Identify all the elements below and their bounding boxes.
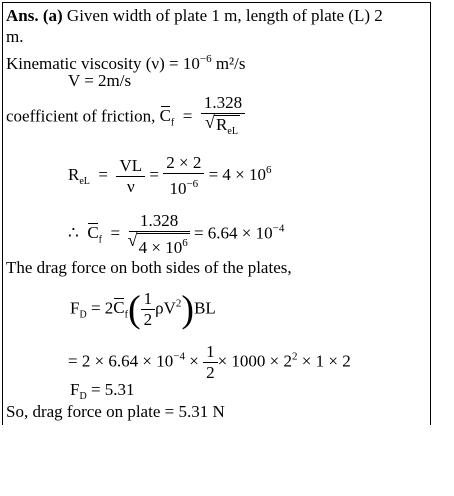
drag-force-value: $F_D = 5.31$ (70, 380, 135, 402)
velocity-line: V = 2m/s (68, 71, 132, 90)
final-answer: So, drag force on plate = 5.31 N (6, 402, 225, 421)
drag-force-substitution: = $2 \times 6.64 \times 10^{-4}$ × $\frac{1}{2}$ × $1000 \times 2^2 \times 1 \times 2$ (68, 342, 351, 382)
kinematic-viscosity-line: Kinematic viscosity $(\nu) = 10^{-6}$ m²/s (6, 53, 246, 73)
drag-force-formula: $F_D = 2C_f$( $\frac{1}{2}$ $\rho V^2)BL$ (70, 288, 216, 331)
given-text-cont: m. (6, 27, 24, 46)
given-text: Given width of plate 1 m, length of plate (L) 2 (66, 6, 383, 25)
friction-coefficient-line: coefficient of friction, $C_f$ = 1.328 √ $R_{eL}$ (6, 94, 245, 141)
drag-force-heading: The drag force on both sides of the plates, (6, 258, 292, 277)
cf-result-line: ∴ $C_f$ = 1.328 √ $4 \times 10^6$ = $6.64 \times 10^{-4}$ (68, 212, 284, 257)
answer-label: Ans. (a) (6, 6, 63, 25)
friction-fraction: 1.328 √ $R_{eL}$ (201, 94, 245, 141)
answer-header-line (6, 6, 383, 26)
reynolds-line: $R_{eL}$ = $\frac{VL}{\nu}$ = $\frac{2 \times 2}{10^{-6}}$ = $4 \times 10^6$ (68, 153, 272, 198)
